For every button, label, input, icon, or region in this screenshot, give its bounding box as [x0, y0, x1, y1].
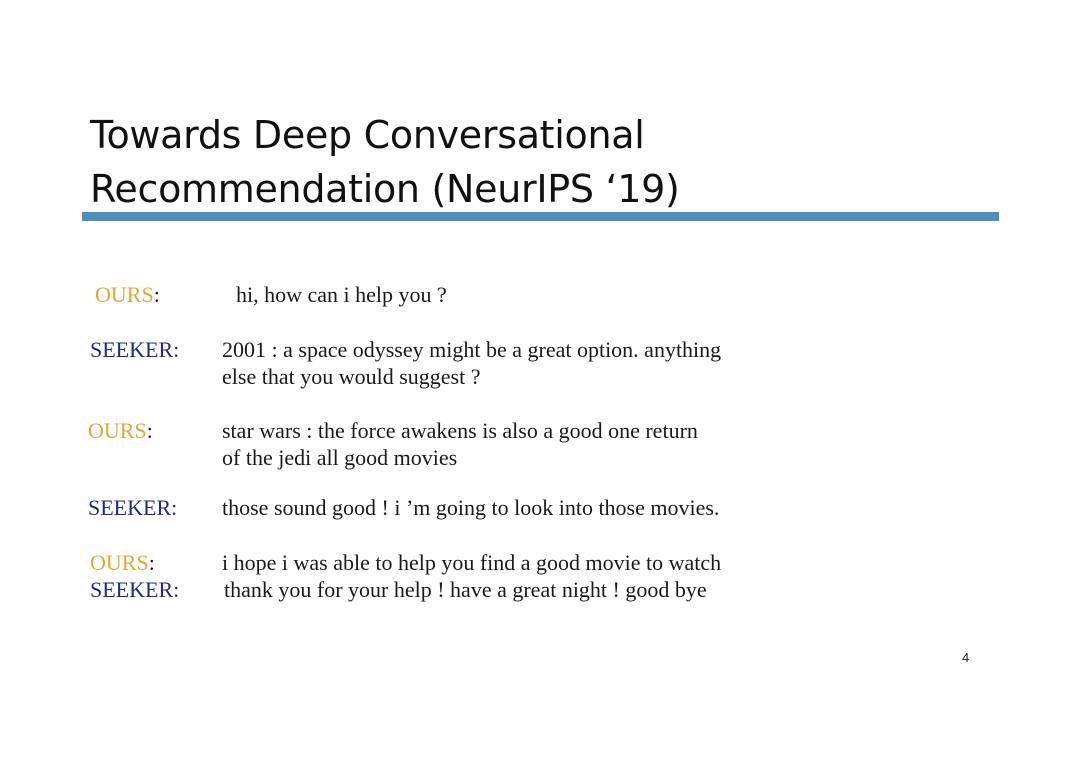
page-number: 4: [962, 650, 970, 665]
speaker-name: SEEKER: [90, 577, 174, 602]
speaker-name: OURS: [88, 418, 147, 443]
dialogue-line: thank you for your help ! have a great night ! good bye: [224, 577, 707, 602]
dialogue-line: i hope i was able to help you find a good movie to watch: [222, 550, 722, 575]
speaker-name: OURS: [90, 550, 149, 575]
slide-title: [90, 108, 990, 216]
dialogue-line: 2001 : a space odyssey might be a great option. anything: [222, 337, 722, 362]
speaker-name: OURS: [95, 282, 154, 307]
speaker-label-ours: OURS:: [95, 282, 160, 307]
speaker-name: SEEKER: [88, 495, 172, 520]
title-underline-rule: [82, 212, 999, 221]
dialogue-line: star wars : the force awakens is also a good one return: [222, 418, 698, 443]
speaker-label-ours: OURS:: [90, 550, 155, 575]
dialogue-line: those sound good ! i ’m going to look into those movies.: [222, 495, 720, 520]
speaker-name: SEEKER: [90, 337, 174, 362]
dialogue-line: of the jedi all good movies: [222, 445, 458, 470]
slide-title-line-1: Towards Deep Conversational: [90, 113, 645, 157]
speaker-label-seeker: SEEKER:: [90, 577, 180, 602]
speaker-label-seeker: SEEKER:: [90, 337, 180, 362]
speaker-label-seeker: SEEKER:: [88, 495, 178, 520]
speaker-label-ours: OURS:: [88, 418, 153, 443]
slide-title-line-2: Recommendation (NeurIPS ‘19): [90, 167, 680, 211]
dialogue-line: hi, how can i help you ?: [236, 282, 447, 307]
dialogue-line: else that you would suggest ?: [222, 364, 481, 389]
